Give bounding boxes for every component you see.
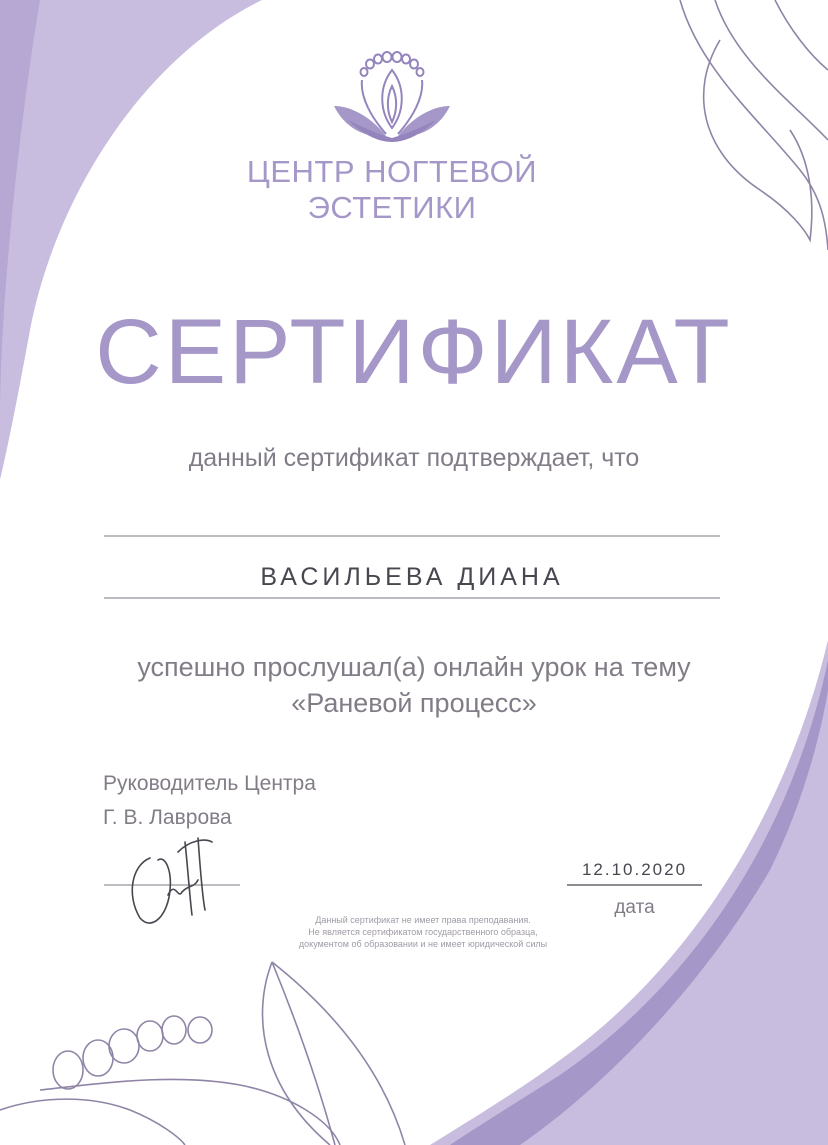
certificate-intro: данный сертификат подтверждает, что: [188, 444, 640, 472]
certificate-date: 12.10.2020: [581, 860, 688, 879]
bottom-leaf-decoration-icon: [263, 962, 405, 1145]
certificate-title: СЕРТИФИКАТ: [95, 301, 733, 403]
handwritten-signature-icon: [132, 838, 212, 923]
course-description-line1: успешно прослушал(а) онлайн урок на тему: [137, 652, 691, 682]
feet-lotus-logo-icon: [334, 52, 450, 142]
left-lavender-band-icon: [0, 0, 262, 480]
course-title: «Раневой процесс»: [291, 688, 537, 718]
signatory-role: Руководитель Центра: [103, 772, 316, 795]
signatory-name: Г. В. Лаврова: [103, 806, 232, 829]
organization-name-line1: ЦЕНТР НОГТЕВОЙ: [246, 154, 538, 189]
recipient-name: ВАСИЛЬЕВА ДИАНА: [260, 563, 564, 591]
organization-name-line2: ЭСТЕТИКИ: [307, 190, 477, 225]
disclaimer-line3: документом об образовании и не имеет юридической силы: [298, 939, 548, 949]
disclaimer: [258, 914, 588, 950]
disclaimer-line2: Не является сертификатом государственного образца,: [308, 927, 538, 937]
disclaimer-line1: Данный сертификат не имеет права преподавания.: [315, 915, 531, 925]
footprint-decoration-icon: [0, 1016, 340, 1145]
date-label: дата: [614, 897, 655, 918]
